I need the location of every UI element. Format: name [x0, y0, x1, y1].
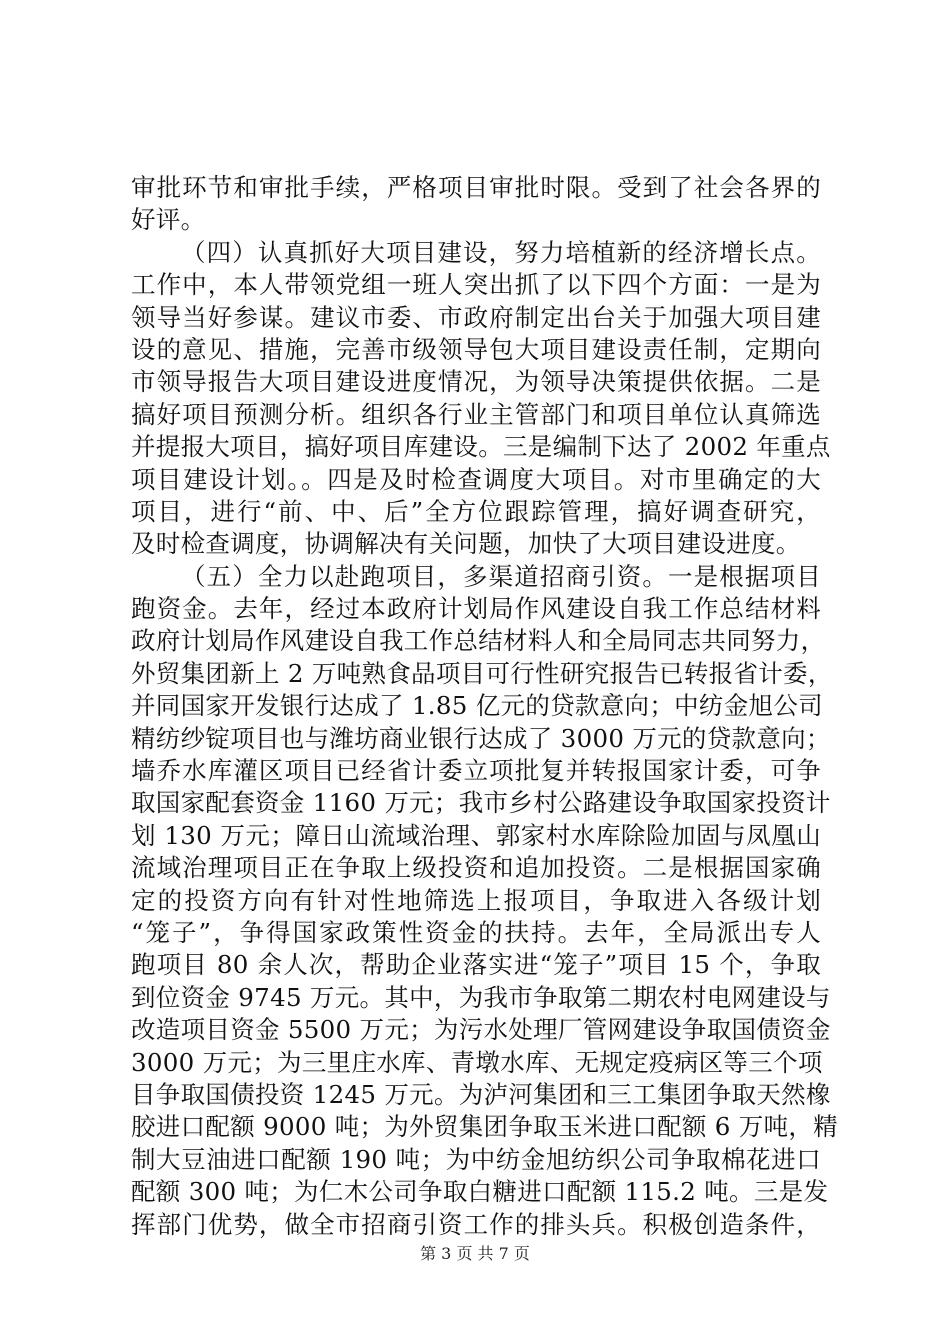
- text-line: 并同国家开发银行达成了 1.85 亿元的贷款意向；中纺金旭公司: [131, 691, 823, 721]
- page-footer: 第 3 页 共 7 页: [420, 1244, 530, 1263]
- text-line: （五）全力以赴跑项目，多渠道招商引资。一是根据项目: [181, 561, 821, 591]
- text-line: 制大豆油进口配额 190 吨；为中纺金旭纺织公司争取棉花进口: [131, 1144, 821, 1174]
- text-line: 墙乔水库灌区项目已经省计委立项批复并转报国家计委，可争: [131, 756, 821, 786]
- text-line: 政府计划局作风建设自我工作总结材料人和全局同志共同努力，: [131, 626, 826, 656]
- text-line: 取国家配套资金 1160 万元；我市乡村公路建设争取国家投资计: [131, 788, 831, 818]
- text-line: 流域治理项目正在争取上级投资和追加投资。二是根据国家确: [131, 853, 821, 883]
- text-line: 项目建设计划。。四是及时检查调度大项目。对市里确定的大: [131, 464, 821, 494]
- text-line: 市领导报告大项目建设进度情况，为领导决策提供依据。二是: [131, 367, 821, 397]
- text-line: 胶进口配额 9000 吨；为外贸集团争取玉米进口配额 6 万吨，精: [131, 1112, 838, 1142]
- text-line: 领导当好参谋。建议市委、市政府制定出台关于加强大项目建: [131, 302, 821, 332]
- text-line: 跑项目 80 余人次，帮助企业落实进“笼子”项目 15 个，争取: [131, 950, 821, 980]
- text-line: 到位资金 9745 万元。其中，为我市争取第二期农村电网建设与: [131, 982, 831, 1012]
- text-line: 设的意见、措施，完善市级领导包大项目建设责任制，定期向: [131, 334, 821, 364]
- text-line: 搞好项目预测分析。组织各行业主管部门和项目单位认真筛选: [131, 399, 821, 429]
- text-line: 外贸集团新上 2 万吨熟食品项目可行性研究报告已转报省计委，: [131, 658, 833, 688]
- text-line: 划 130 万元；障日山流域治理、郭家村水库除险加固与凤凰山: [131, 820, 821, 850]
- text-line: “笼子”，争得国家政策性资金的扶持。去年，全局派出专人: [131, 917, 821, 947]
- text-line: （四）认真抓好大项目建设，努力培植新的经济增长点。: [181, 237, 821, 267]
- text-line: 工作中，本人带领党组一班人突出抓了以下四个方面：一是为: [131, 270, 821, 300]
- text-line: 3000 万元；为三里庄水库、青墩水库、无规定疫病区等三个项: [131, 1047, 823, 1077]
- text-line: 跑资金。去年，经过本政府计划局作风建设自我工作总结材料: [131, 594, 821, 624]
- text-line: 挥部门优势，做全市招商引资工作的排头兵。积极创造条件，: [131, 1209, 821, 1239]
- text-line: 改造项目资金 5500 万元；为污水处理厂管网建设争取国债资金: [131, 1015, 831, 1045]
- body-text: [131, 172, 838, 1241]
- text-line: 精纺纱锭项目也与潍坊商业银行达成了 3000 万元的贷款意向；: [131, 723, 831, 753]
- text-line: 项目，进行“前、中、后”全方位跟踪管理，搞好调查研究，: [131, 496, 821, 526]
- text-line: 目争取国债投资 1245 万元。为泸河集团和三工集团争取天然橡: [131, 1079, 831, 1109]
- text-line: 配额 300 吨；为仁木公司争取白糖进口配额 115.2 吨。三是发: [131, 1177, 829, 1207]
- text-line: 定的投资方向有针对性地筛选上报项目，争取进入各级计划: [131, 885, 821, 915]
- text-line: 并提报大项目，搞好项目库建设。三是编制下达了 2002 年重点: [131, 432, 831, 462]
- text-line: 审批环节和审批手续，严格项目审批时限。受到了社会各界的: [131, 173, 821, 202]
- text-line: 及时检查调度，协调解决有关问题，加快了大项目建设进度。: [131, 529, 801, 559]
- text-line: 好评。: [131, 205, 206, 235]
